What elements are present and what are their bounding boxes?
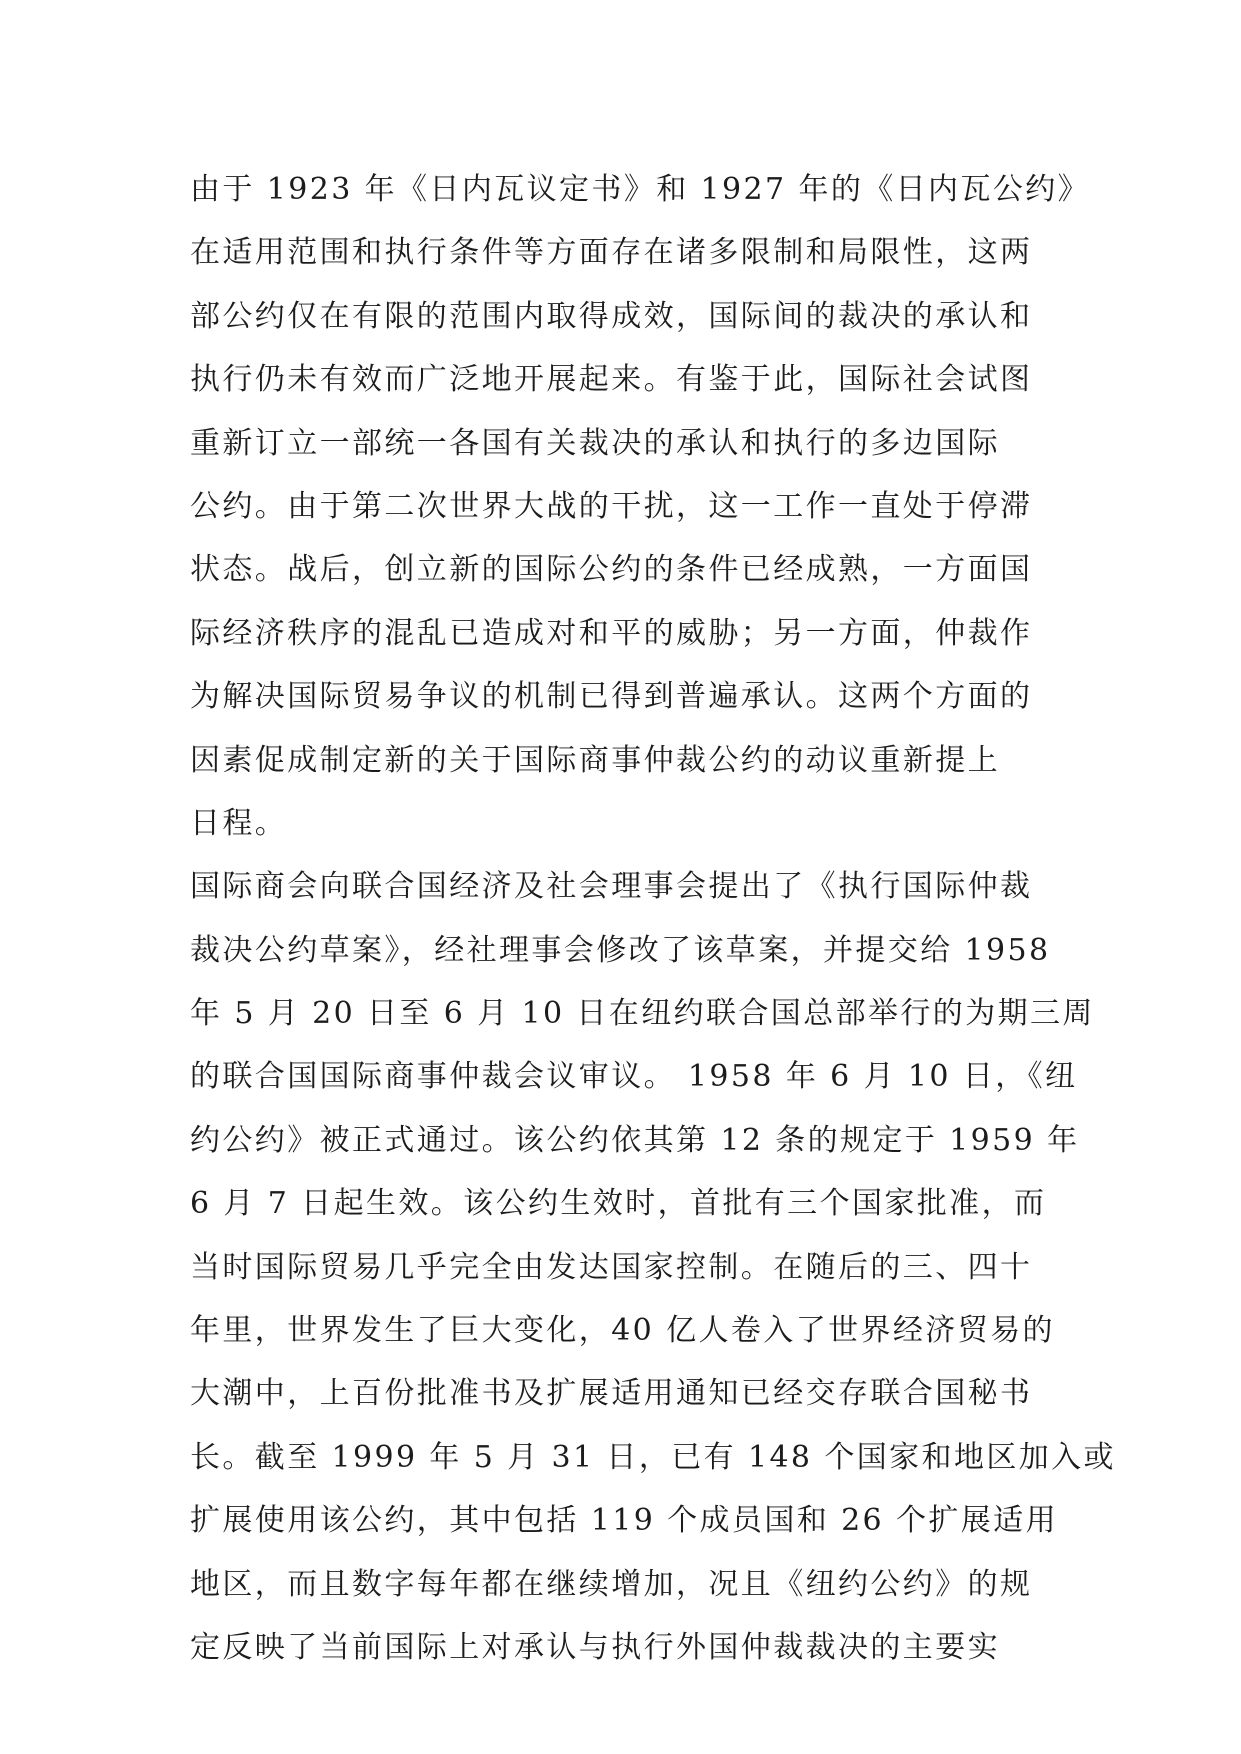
text-line: 约公约》被正式通过。该公约依其第 12 条的规定于 1959 年 <box>190 1122 1080 1158</box>
document-body <box>190 158 1116 1679</box>
text-line: 当时国际贸易几乎完全由发达国家控制。在随后的三、四十 <box>190 1249 1033 1285</box>
text-line: 国际商会向联合国经济及社会理事会提出了《执行国际仲裁 <box>190 869 1033 905</box>
text-line: 日程。 <box>190 805 288 841</box>
text-line: 在适用范围和执行条件等方面存在诸多限制和局限性，这两 <box>190 235 1033 271</box>
text-line: 扩展使用该公约，其中包括 119 个成员国和 26 个扩展适用 <box>190 1503 1058 1539</box>
text-line: 重新订立一部统一各国有关裁决的承认和执行的多边国际 <box>190 425 1000 461</box>
text-line: 因素促成制定新的关于国际商事仲裁公约的动议重新提上 <box>190 742 1000 778</box>
text-line: 的联合国国际商事仲裁会议审议。 1958 年 6 月 10 日，《纽 <box>190 1059 1078 1095</box>
text-line: 执行仍未有效而广泛地开展起来。有鉴于此，国际社会试图 <box>190 362 1033 398</box>
text-line: 部公约仅在有限的范围内取得成效，国际间的裁决的承认和 <box>190 298 1033 334</box>
text-line: 公约。由于第二次世界大战的干扰，这一工作一直处于停滞 <box>190 488 1033 524</box>
text-line: 为解决国际贸易争议的机制已得到普遍承认。这两个方面的 <box>190 679 1033 715</box>
text-line: 6 月 7 日起生效。该公约生效时，首批有三个国家批准，而 <box>190 1186 1047 1222</box>
text-line: 定反映了当前国际上对承认与执行外国仲裁裁决的主要实 <box>190 1629 1000 1665</box>
text-line: 长。截至 1999 年 5 月 31 日，已有 148 个国家和地区加入或 <box>190 1439 1116 1475</box>
text-line: 地区，而且数字每年都在继续增加，况且《纽约公约》的规 <box>190 1566 1033 1602</box>
text-line: 状态。战后，创立新的国际公约的条件已经成熟，一方面国 <box>190 552 1033 588</box>
text-line: 际经济秩序的混乱已造成对和平的威胁；另一方面，仲裁作 <box>190 615 1033 651</box>
text-line: 年 5 月 20 日至 6 月 10 日在纽约联合国总部举行的为期三周 <box>190 996 1095 1032</box>
text-line: 由于 1923 年《日内瓦议定书》和 1927 年的《日内瓦公约》 <box>190 172 1091 207</box>
text-line: 大潮中，上百份批准书及扩展适用通知已经交存联合国秘书 <box>190 1376 1033 1412</box>
text-line: 裁决公约草案》，经社理事会修改了该草案，并提交给 1958 <box>190 932 1051 968</box>
text-line: 年里，世界发生了巨大变化，40 亿人卷入了世界经济贸易的 <box>190 1313 1055 1349</box>
